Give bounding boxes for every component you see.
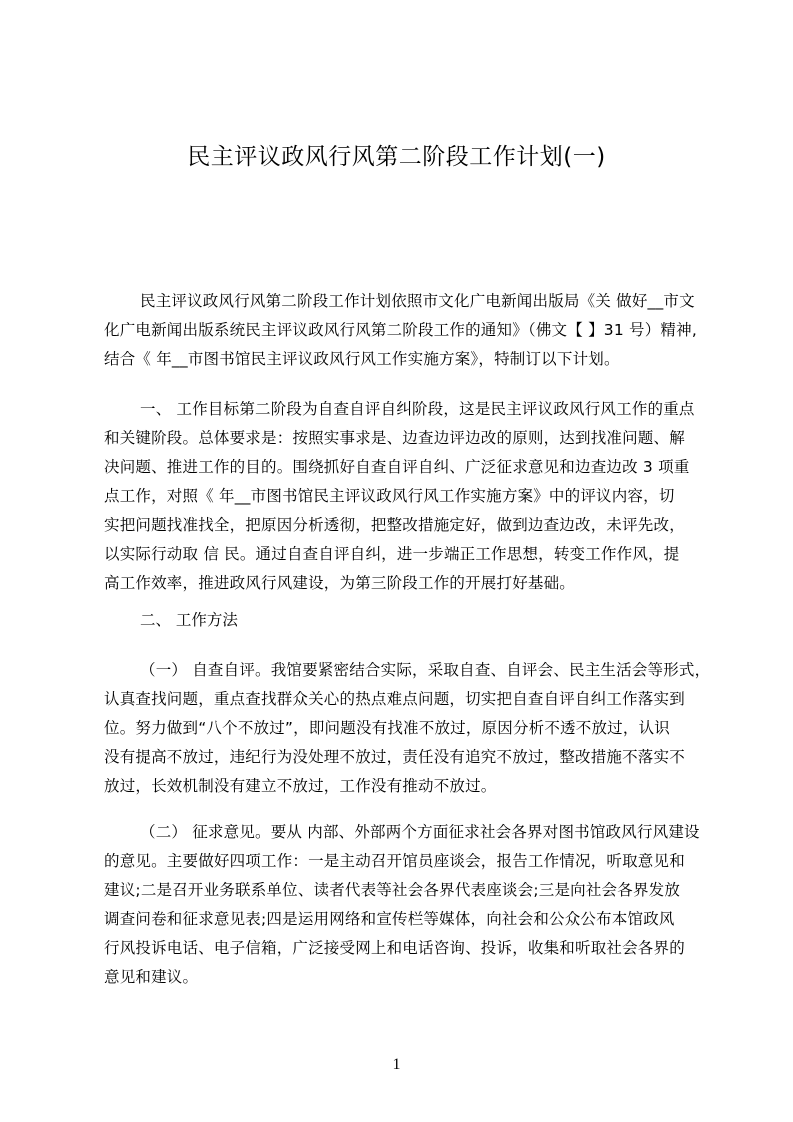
- text-line: （二） 征求意见。要从 内部、外部两个方面征求社会各界对图书馆政风行风建设: [140, 823, 700, 841]
- text-line: 高工作效率，推进政风行风建设，为第三阶段工作的开展打好基础。: [104, 574, 576, 592]
- section-2-heading: 二、 工作方法: [140, 611, 238, 629]
- text-line: 点工作，对照《 年__市图书馆民主评议政风行风工作实施方案》中的评议内容，切: [104, 487, 675, 505]
- method-2-paragraph: [104, 818, 716, 992]
- text-line: 的意见。主要做好四项工作：一是主动召开馆员座谈会，报告工作情况，听取意见和: [104, 852, 685, 870]
- text-line: 化广电新闻出版系统民主评议政风行风第二阶段工作的通知》（佛文【 】31 号）精神,: [104, 321, 697, 339]
- text-line: 认真查找问题，重点查找群众关心的热点难点问题，切实把自查自评自纠工作落实到: [104, 690, 685, 708]
- text-line: 民主评议政风行风第二阶段工作计划依照市文化广电新闻出版局《关 做好__市文: [140, 292, 695, 310]
- page-number: 1: [392, 1056, 401, 1073]
- text-line: 调查问卷和征求意见表;四是运用网络和宣传栏等媒体，向社会和公众公布本馆政风: [104, 910, 675, 928]
- text-line: 位。努力做到“八个不放过”，即问题没有找准不放过，原因分析不透不放过，认识: [104, 719, 670, 737]
- text-line: （一） 自查自评。我馆要紧密结合实际，采取自查、自评会、民主生活会等形式，: [140, 661, 711, 679]
- text-line: 没有提高不放过，违纪行为没处理不放过，责任没有追究不放过，整改措施不落实不: [104, 748, 685, 766]
- text-line: 行风投诉电话、电子信箱，广泛接受网上和电话咨询、投诉，收集和听取社会各界的: [104, 939, 685, 957]
- text-line: 放过，长效机制没有建立不放过，工作没有推动不放过。: [104, 777, 497, 795]
- method-1-paragraph: [104, 656, 716, 801]
- text-line: 决问题、推进工作的目的。围绕抓好自查自评自纠、广泛征求意见和边查边改 3 项重: [104, 458, 690, 476]
- text-line: 建议;二是召开业务联系单位、读者代表等社会各界代表座谈会;三是向社会各界发放: [104, 881, 681, 899]
- intro-paragraph: [104, 287, 716, 374]
- text-line: 结合《 年__市图书馆民主评议政风行风工作实施方案》，特制订以下计划。: [104, 350, 620, 368]
- text-line: 实把问题找准找全，把原因分析透彻，把整改措施定好，做到边查边改，未评先改，: [104, 516, 685, 534]
- text-line: 一、 工作目标第二阶段为自查自评自纠阶段，这是民主评议政风行风工作的重点: [140, 400, 695, 418]
- document-title: 民主评议政风行风第二阶段工作计划(一): [187, 144, 606, 170]
- text-line: 意见和建议。: [104, 968, 199, 986]
- text-line: 以实际行动取 信 民。通过自查自评自纠，进一步端正工作思想，转变工作作风，提: [104, 545, 680, 563]
- text-line: 和关键阶段。总体要求是：按照实事求是、边查边评边改的原则，达到找准问题、解: [104, 429, 685, 447]
- section-1-paragraph: [104, 395, 716, 598]
